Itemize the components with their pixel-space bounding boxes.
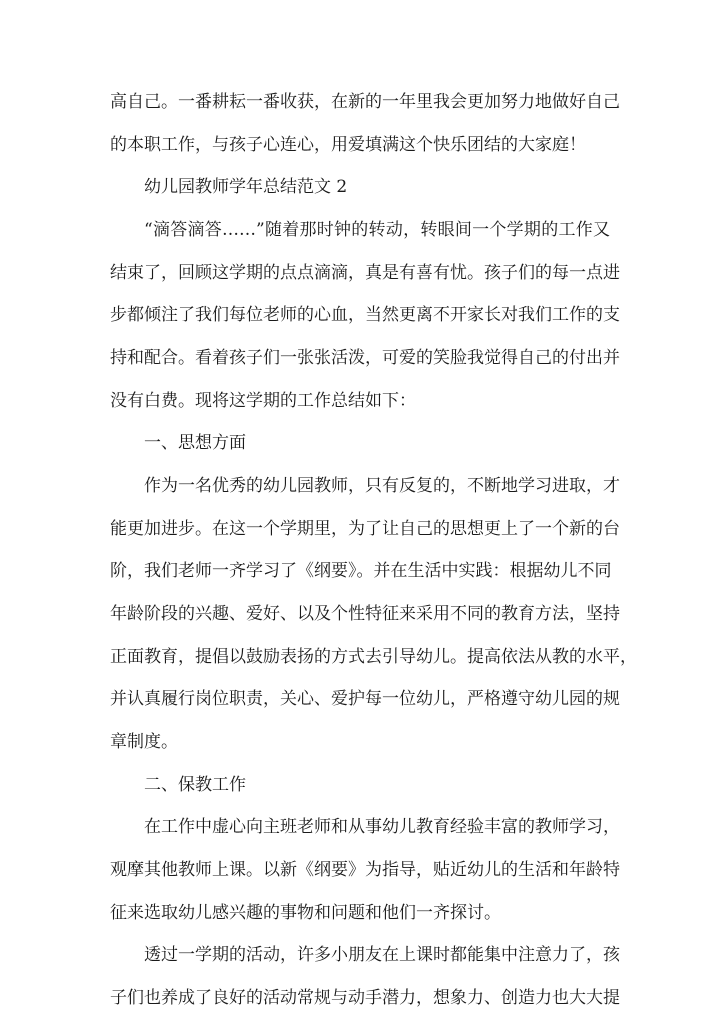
text-line: 阶，我们老师一齐学习了《纲要》。并在生活中实践：根据幼儿不同 xyxy=(110,561,612,581)
text-line: 子们也养成了良好的活动常规与动手潜力，想象力、创造力也大大提 xyxy=(110,988,620,1008)
text-line: “滴答滴答……”随着那时钟的转动，转眼间一个学期的工作又 xyxy=(144,220,610,240)
text-line: 在工作中虚心向主班老师和从事幼儿教育经验丰富的教师学习， xyxy=(144,817,620,837)
text-line: 透过一学期的活动，许多小朋友在上课时都能集中注意力了，孩 xyxy=(144,945,620,965)
text-line: 步都倾注了我们每位老师的心血，当然更离不开家长对我们工作的支 xyxy=(110,305,620,325)
section-title: 幼儿园教师学年总结范文 2 xyxy=(144,177,348,197)
text-line: 作为一名优秀的幼儿园教师，只有反复的，不断地学习进取，才 xyxy=(144,476,620,496)
text-line: 的本职工作，与孩子心连心，用爱填满这个快乐团结的大家庭！ xyxy=(110,135,586,155)
text-line: 年龄阶段的兴趣、爱好、以及个性特征来采用不同的教育方法，坚持 xyxy=(110,604,620,624)
text-line: 正面教育，提倡以鼓励表扬的方式去引导幼儿。提高依法从教的水平， xyxy=(110,647,637,667)
text-line: 观摩其他教师上课。以新《纲要》为指导，贴近幼儿的生活和年龄特 xyxy=(110,860,620,880)
text-line: 没有白费。现将这学期的工作总结如下： xyxy=(110,391,416,411)
section-heading: 一、思想方面 xyxy=(144,433,246,453)
text-line: 章制度。 xyxy=(110,732,178,752)
text-line: 并认真履行岗位职责，关心、爱护每一位幼儿，严格遵守幼儿园的规 xyxy=(110,689,620,709)
text-line: 高自己。一番耕耘一番收获，在新的一年里我会更加努力地做好自己 xyxy=(110,92,620,112)
text-line: 持和配合。看着孩子们一张张活泼，可爱的笑脸我觉得自己的付出并 xyxy=(110,348,620,368)
section-heading: 二、保教工作 xyxy=(144,775,246,795)
text-line: 能更加进步。在这一个学期里，为了让自己的思想更上了一个新的台 xyxy=(110,519,620,539)
text-line: 征来选取幼儿感兴趣的事物和问题和他们一齐探讨。 xyxy=(110,903,501,923)
text-line: 结束了，回顾这学期的点点滴滴，真是有喜有忧。孩子们的每一点进 xyxy=(110,263,620,283)
